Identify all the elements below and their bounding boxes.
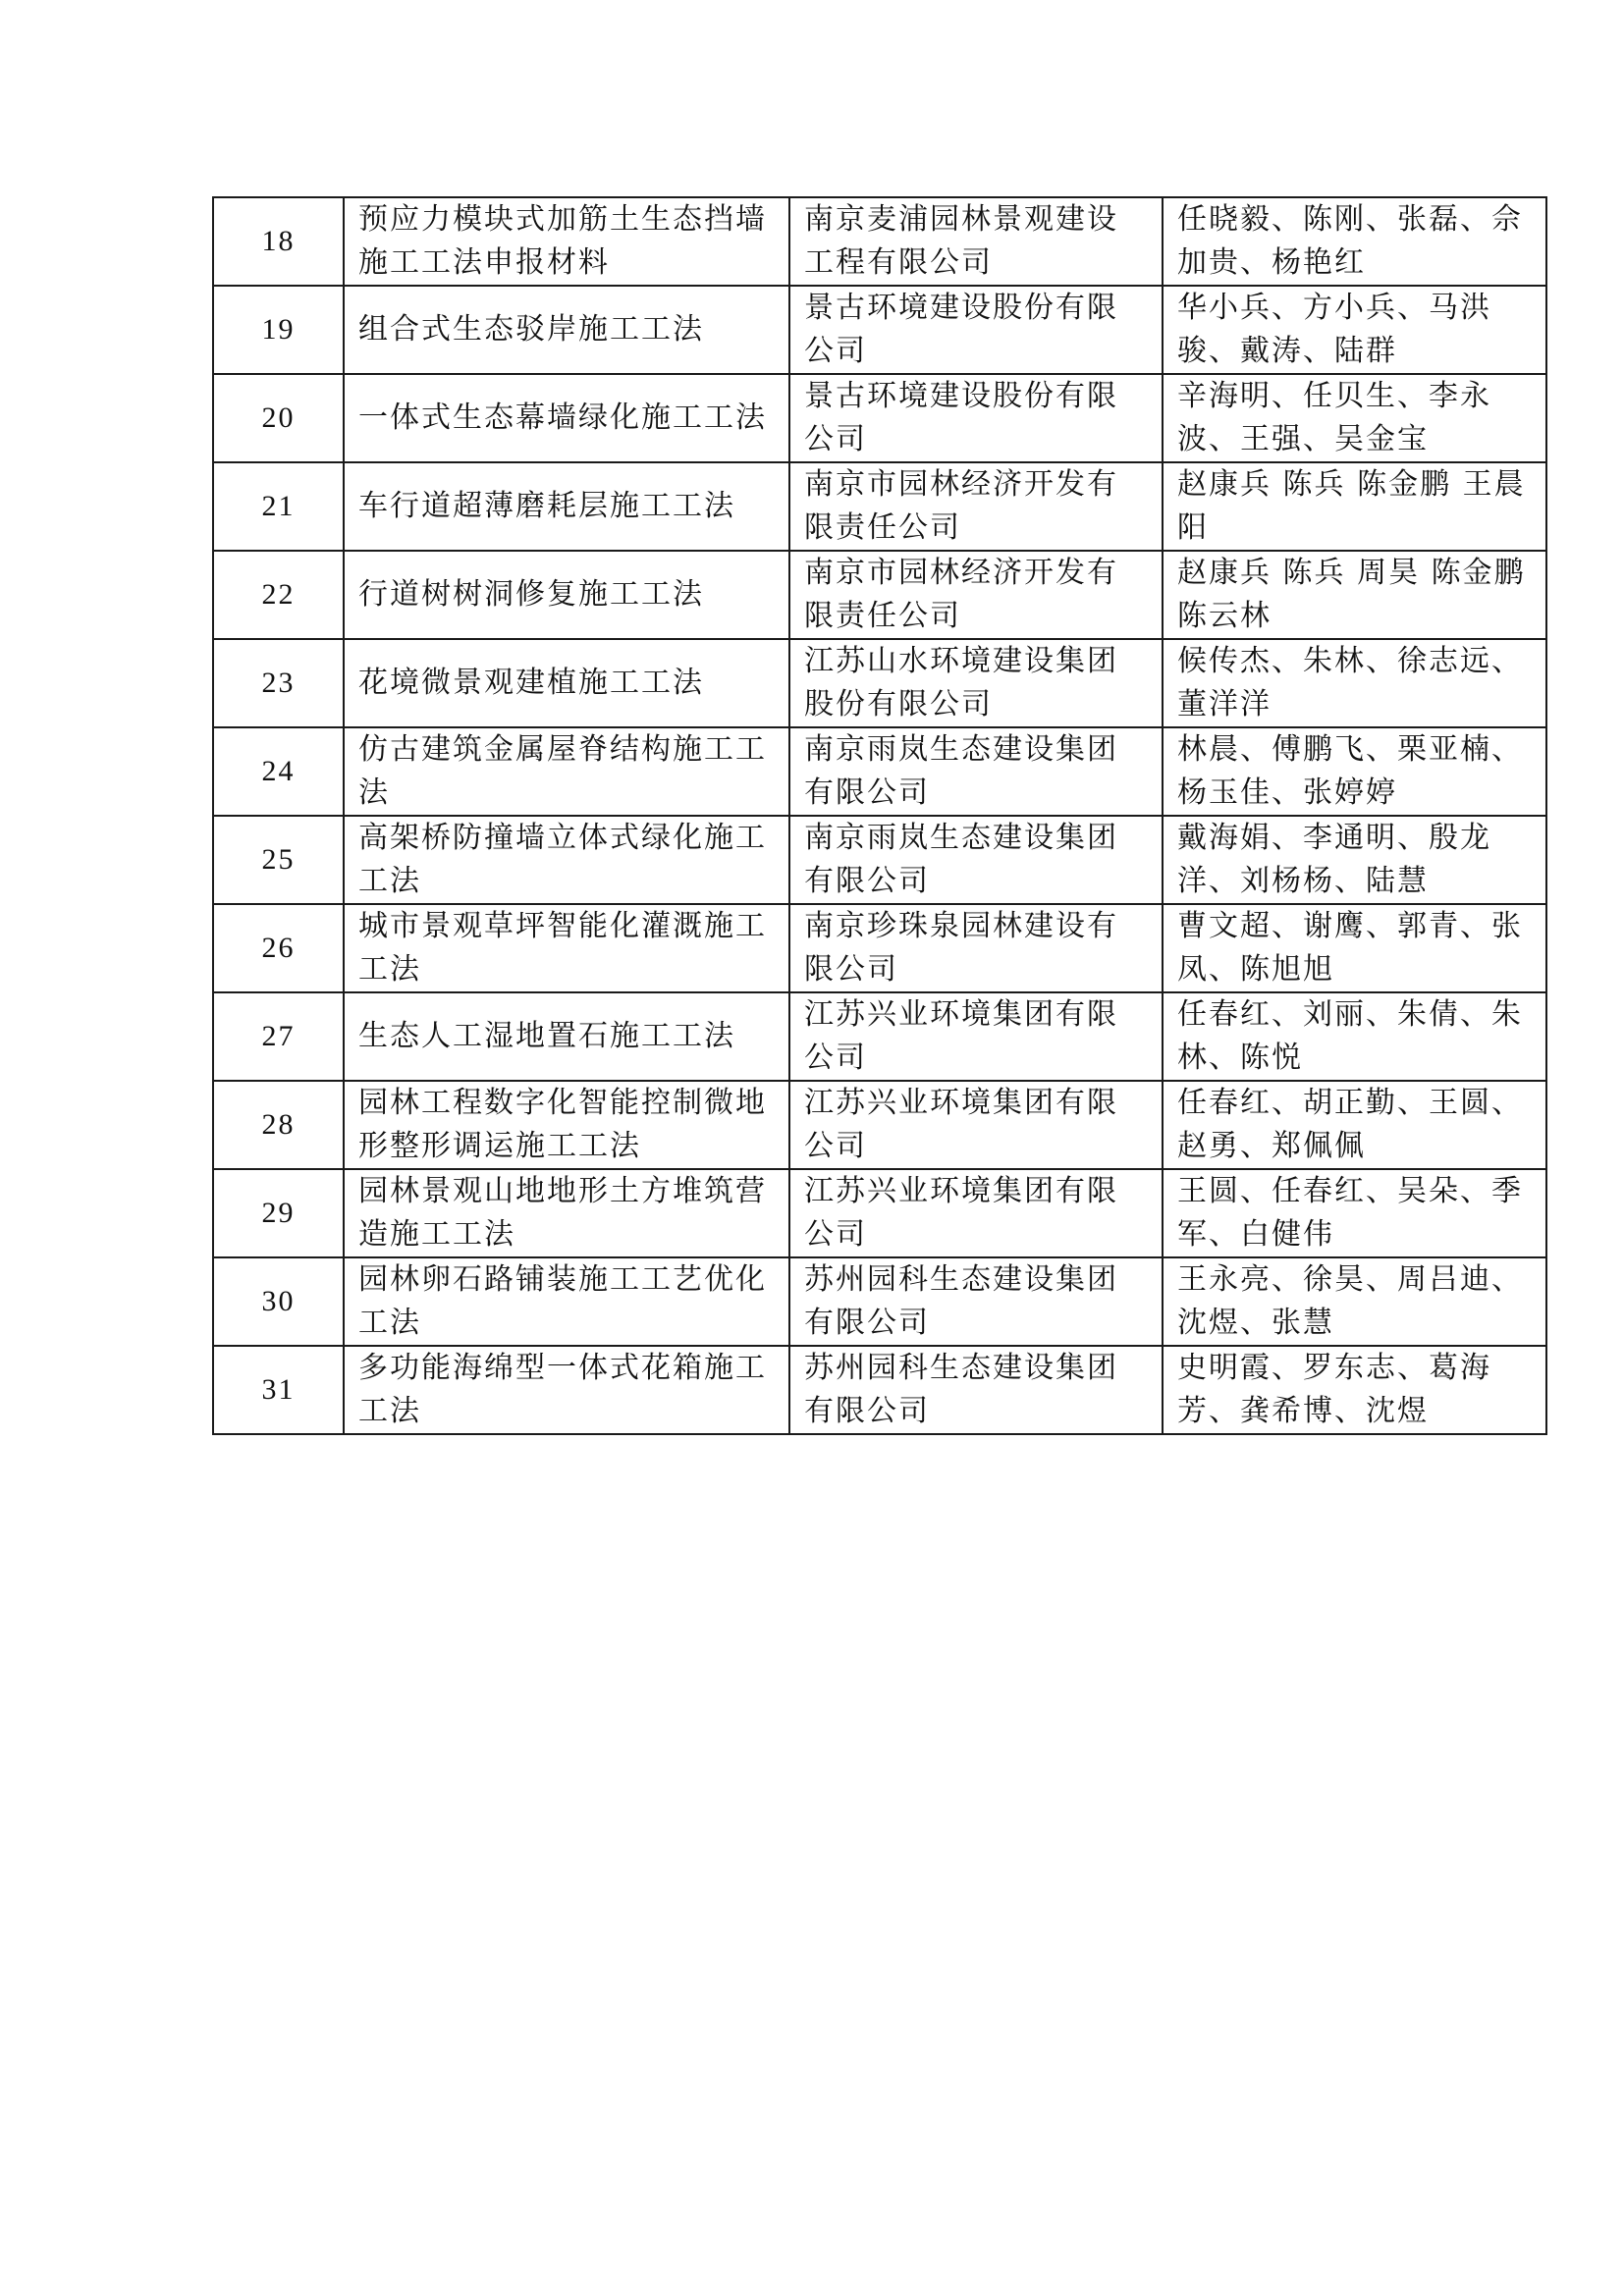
method-name: 园林卵石路铺装施工工艺优化工法 xyxy=(344,1257,789,1346)
completers: 候传杰、朱林、徐志远、董洋洋 xyxy=(1163,639,1546,727)
row-number: 20 xyxy=(213,374,344,462)
method-name: 行道树树洞修复施工工法 xyxy=(344,551,789,639)
row-number: 18 xyxy=(213,197,344,286)
method-name: 车行道超薄磨耗层施工工法 xyxy=(344,462,789,551)
table-row xyxy=(213,1346,1546,1434)
table-row xyxy=(213,992,1546,1081)
method-name: 一体式生态幕墙绿化施工工法 xyxy=(344,374,789,462)
method-name: 多功能海绵型一体式花箱施工工法 xyxy=(344,1346,789,1434)
table-row xyxy=(213,639,1546,727)
company-name: 景古环境建设股份有限公司 xyxy=(789,374,1163,462)
company-name: 南京雨岚生态建设集团有限公司 xyxy=(789,727,1163,816)
company-name: 南京珍珠泉园林建设有限公司 xyxy=(789,904,1163,992)
row-number: 31 xyxy=(213,1346,344,1434)
row-number: 27 xyxy=(213,992,344,1081)
company-name: 南京雨岚生态建设集团有限公司 xyxy=(789,816,1163,904)
company-name: 江苏山水环境建设集团股份有限公司 xyxy=(789,639,1163,727)
table-row xyxy=(213,904,1546,992)
table-row xyxy=(213,286,1546,374)
row-number: 24 xyxy=(213,727,344,816)
completers: 史明霞、罗东志、葛海芳、龚希博、沈煜 xyxy=(1163,1346,1546,1434)
completers: 任春红、胡正勤、王圆、赵勇、郑佩佩 xyxy=(1163,1081,1546,1169)
company-name: 南京市园林经济开发有限责任公司 xyxy=(789,462,1163,551)
completers: 赵康兵 陈兵 周昊 陈金鹏 陈云林 xyxy=(1163,551,1546,639)
construction-method-table xyxy=(212,196,1547,1435)
table-row xyxy=(213,551,1546,639)
company-name: 江苏兴业环境集团有限公司 xyxy=(789,1169,1163,1257)
row-number: 28 xyxy=(213,1081,344,1169)
company-name: 南京麦浦园林景观建设工程有限公司 xyxy=(789,197,1163,286)
row-number: 26 xyxy=(213,904,344,992)
completers: 辛海明、任贝生、李永波、王强、吴金宝 xyxy=(1163,374,1546,462)
method-name: 花境微景观建植施工工法 xyxy=(344,639,789,727)
table-row xyxy=(213,374,1546,462)
method-name: 生态人工湿地置石施工工法 xyxy=(344,992,789,1081)
table-row xyxy=(213,727,1546,816)
completers: 华小兵、方小兵、马洪骏、戴涛、陆群 xyxy=(1163,286,1546,374)
row-number: 23 xyxy=(213,639,344,727)
company-name: 苏州园科生态建设集团有限公司 xyxy=(789,1346,1163,1434)
table-row xyxy=(213,1081,1546,1169)
company-name: 江苏兴业环境集团有限公司 xyxy=(789,1081,1163,1169)
row-number: 22 xyxy=(213,551,344,639)
method-name: 城市景观草坪智能化灌溉施工工法 xyxy=(344,904,789,992)
table-row xyxy=(213,816,1546,904)
method-name: 园林工程数字化智能控制微地形整形调运施工工法 xyxy=(344,1081,789,1169)
company-name: 景古环境建设股份有限公司 xyxy=(789,286,1163,374)
method-name: 预应力模块式加筋土生态挡墙施工工法申报材料 xyxy=(344,197,789,286)
method-name: 仿古建筑金属屋脊结构施工工法 xyxy=(344,727,789,816)
row-number: 25 xyxy=(213,816,344,904)
completers: 林晨、傅鹏飞、栗亚楠、杨玉佳、张婷婷 xyxy=(1163,727,1546,816)
completers: 曹文超、谢鹰、郭青、张凤、陈旭旭 xyxy=(1163,904,1546,992)
completers: 赵康兵 陈兵 陈金鹏 王晨阳 xyxy=(1163,462,1546,551)
completers: 任春红、刘丽、朱倩、朱林、陈悦 xyxy=(1163,992,1546,1081)
row-number: 19 xyxy=(213,286,344,374)
method-name: 高架桥防撞墙立体式绿化施工工法 xyxy=(344,816,789,904)
completers: 王圆、任春红、吴朵、季军、白健伟 xyxy=(1163,1169,1546,1257)
method-name: 组合式生态驳岸施工工法 xyxy=(344,286,789,374)
table-row xyxy=(213,1169,1546,1257)
company-name: 南京市园林经济开发有限责任公司 xyxy=(789,551,1163,639)
completers: 戴海娟、李通明、殷龙洋、刘杨杨、陆慧 xyxy=(1163,816,1546,904)
method-name: 园林景观山地地形土方堆筑营造施工工法 xyxy=(344,1169,789,1257)
row-number: 21 xyxy=(213,462,344,551)
row-number: 29 xyxy=(213,1169,344,1257)
completers: 任晓毅、陈刚、张磊、佘加贵、杨艳红 xyxy=(1163,197,1546,286)
table-row xyxy=(213,462,1546,551)
completers: 王永亮、徐昊、周吕迪、沈煜、张慧 xyxy=(1163,1257,1546,1346)
table-row xyxy=(213,1257,1546,1346)
table-row xyxy=(213,197,1546,286)
row-number: 30 xyxy=(213,1257,344,1346)
company-name: 江苏兴业环境集团有限公司 xyxy=(789,992,1163,1081)
company-name: 苏州园科生态建设集团有限公司 xyxy=(789,1257,1163,1346)
